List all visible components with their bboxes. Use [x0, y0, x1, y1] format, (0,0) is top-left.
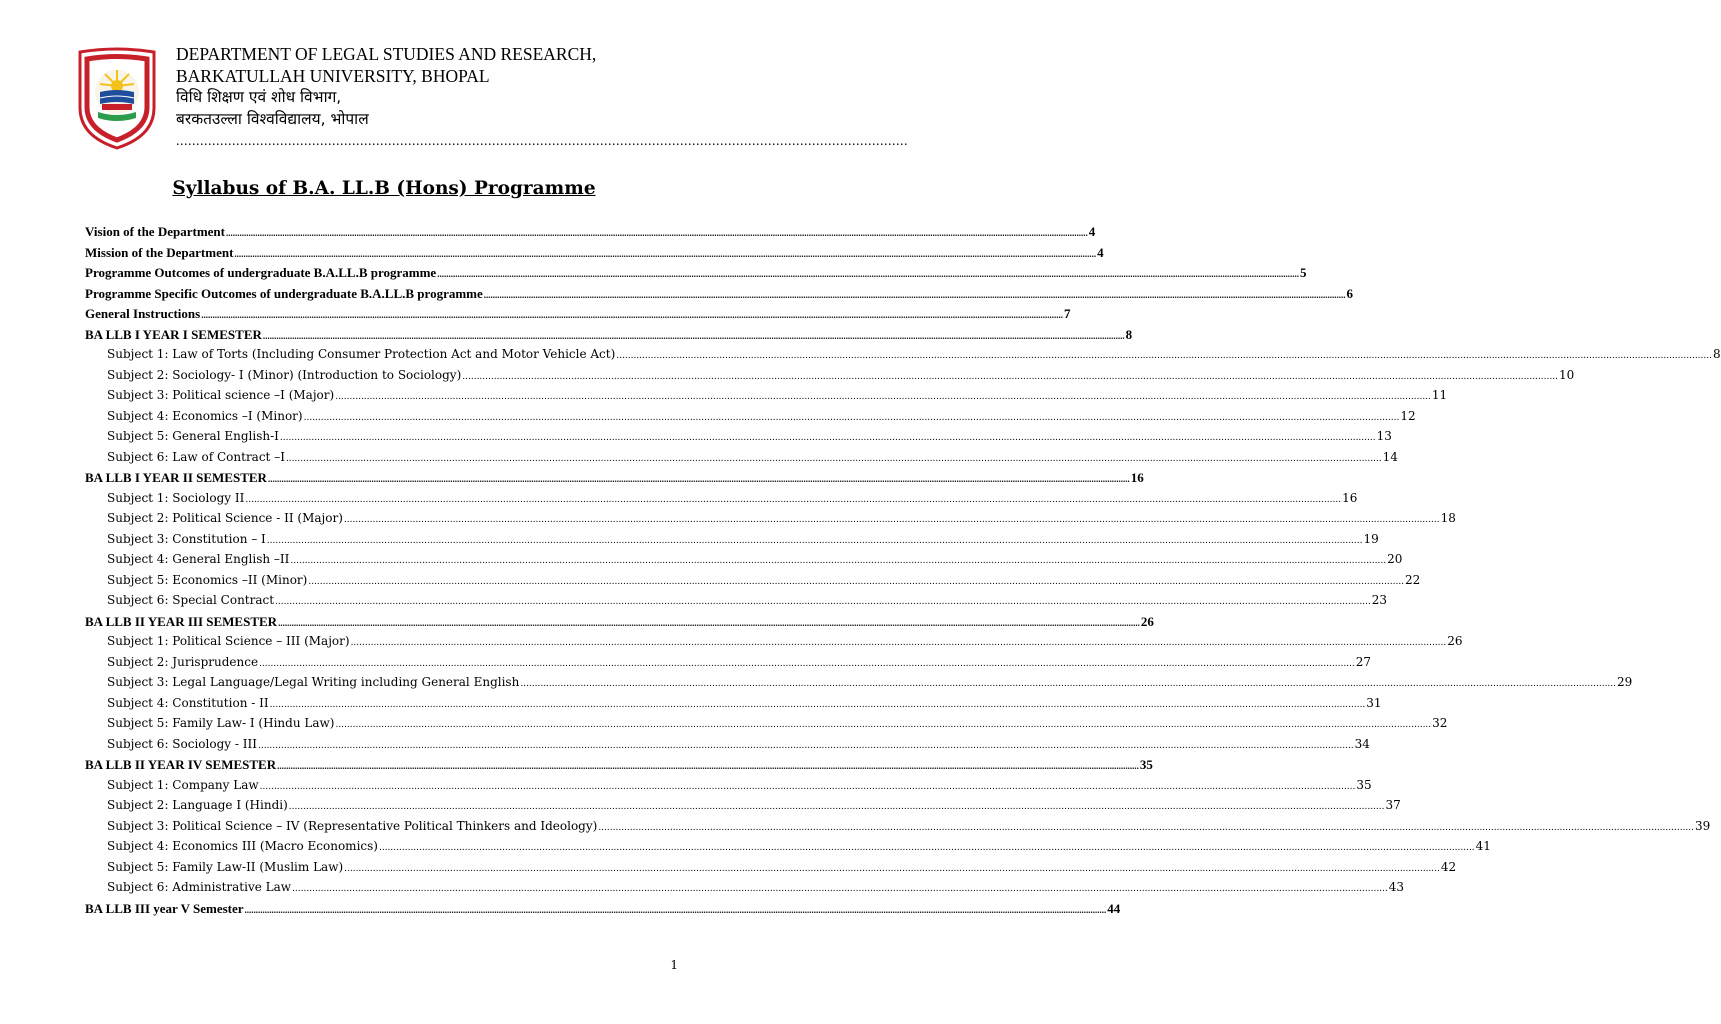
toc-entry-label: BA LLB I YEAR I SEMESTER: [85, 326, 262, 342]
toc-entry-label: Subject 6: Sociology - III: [107, 736, 257, 751]
toc-page-number: 44: [1107, 900, 1121, 916]
toc-page-number: 42: [1440, 859, 1457, 874]
toc-entry-label: BA LLB III year V Semester: [85, 900, 244, 916]
toc-page-number: 11: [1431, 388, 1448, 402]
toc-entry-label: Subject 5: General English-I: [107, 429, 279, 443]
toc-entry-label: Subject 5: Economics –II (Minor): [107, 572, 308, 587]
toc-subject-row[interactable]: [85, 429, 1392, 450]
toc-dot-leader: [351, 634, 1447, 648]
toc-entry-label: Subject 5: Family Law-II (Muslim Law): [107, 859, 344, 874]
toc-dot-leader: [484, 286, 1346, 302]
toc-page-number: 13: [1376, 429, 1392, 443]
toc-dot-leader: [290, 552, 1386, 566]
toc-page-number: 22: [1405, 572, 1421, 587]
toc-entry-label: Subject 2: Language I (Hindi): [107, 798, 288, 812]
toc-dot-leader: [245, 901, 1107, 917]
toc-page-number: 10: [1558, 367, 1575, 382]
toc-entry-label: Subject 6: Law of Contract –I: [107, 449, 285, 464]
toc-dot-leader: [278, 614, 1140, 630]
toc-page-number: 16: [1130, 470, 1144, 485]
header-line-4: बरकतउल्ला विश्वविद्यालय, भोपाल: [176, 109, 369, 128]
toc-page-number: 4: [1097, 244, 1104, 260]
toc-dot-leader: [267, 532, 1363, 546]
toc-subject-row[interactable]: [85, 880, 1405, 901]
toc-dot-leader: [268, 470, 1130, 486]
toc-subject-row[interactable]: [85, 798, 1401, 819]
header-dotted-rule: .......................................................................................................................................................................................: [176, 134, 908, 149]
toc-page-number: 35: [1356, 777, 1372, 792]
toc-subject-row[interactable]: [85, 839, 1491, 860]
toc-dot-leader: [520, 675, 1616, 689]
toc-page-number: 37: [1385, 798, 1401, 812]
toc-page-number: 19: [1363, 531, 1379, 546]
toc-entry-label: Subject 4: Economics III (Macro Economics): [107, 839, 378, 853]
toc-subject-row[interactable]: [85, 736, 1370, 758]
header-line-1: DEPARTMENT OF LEGAL STUDIES AND RESEARCH,: [176, 44, 597, 64]
toc-subject-row[interactable]: [85, 859, 1457, 881]
toc-dot-leader: [462, 368, 1558, 382]
toc-section-row[interactable]: [85, 326, 1133, 348]
toc-subject-row[interactable]: [85, 347, 1721, 368]
toc-subject-row[interactable]: [85, 408, 1416, 430]
toc-entry-label: Subject 5: Family Law- I (Hindu Law): [107, 716, 335, 730]
toc-page-number: 14: [1382, 449, 1398, 464]
toc-subject-row[interactable]: [85, 593, 1388, 614]
toc-entry-label: Mission of the Department: [85, 244, 234, 260]
toc-entry-label: Programme Outcomes of undergraduate B.A.LL.B programme: [85, 265, 437, 280]
toc-subject-row[interactable]: [85, 511, 1456, 532]
toc-dot-leader: [344, 860, 1440, 874]
toc-page-number: 5: [1299, 265, 1307, 280]
toc-page-number: 23: [1371, 593, 1388, 607]
toc-section-row[interactable]: [85, 470, 1144, 491]
toc-entry-label: Subject 2: Political Science - II (Major): [107, 511, 343, 525]
toc-dot-leader: [289, 798, 1385, 812]
toc-entry-label: BA LLB II YEAR III SEMESTER: [85, 613, 278, 629]
toc-dot-leader: [286, 450, 1382, 464]
toc-dot-leader: [598, 819, 1694, 833]
toc-dot-leader: [270, 696, 1366, 710]
toc-dot-leader: [437, 265, 1299, 281]
toc-dot-leader: [259, 655, 1355, 669]
toc-page-number: 16: [1342, 490, 1358, 505]
toc-subject-row[interactable]: [85, 777, 1372, 799]
toc-subject-row[interactable]: [85, 490, 1358, 512]
toc-page-number: 35: [1139, 757, 1153, 772]
toc-subject-row[interactable]: [85, 675, 1633, 696]
toc-entry-label: Subject 6: Administrative Law: [107, 880, 292, 894]
toc-section-row[interactable]: [85, 757, 1153, 778]
toc-entry-label: Subject 3: Political Science – IV (Representative Political Thinkers and Ideology): [107, 818, 598, 833]
toc-subject-row[interactable]: [85, 695, 1382, 717]
toc-subject-row[interactable]: [85, 634, 1463, 655]
toc-dot-leader: [335, 388, 1431, 402]
toc-dot-leader: [280, 429, 1376, 443]
toc-entry-label: Subject 6: Special Contract: [107, 593, 275, 607]
toc-dot-leader: [292, 880, 1388, 894]
toc-dot-leader: [277, 757, 1139, 773]
toc-subject-row[interactable]: [85, 572, 1421, 594]
toc-page-number: 12: [1400, 408, 1416, 423]
toc-page-number: 6: [1346, 285, 1354, 301]
toc-entry-label: Subject 3: Political science –I (Major): [107, 388, 335, 402]
toc-section-row[interactable]: [85, 244, 1104, 266]
toc-subject-row[interactable]: [85, 654, 1372, 676]
toc-dot-leader: [260, 778, 1356, 792]
toc-dot-leader: [234, 245, 1096, 261]
toc-dot-leader: [263, 327, 1125, 343]
toc-dot-leader: [275, 593, 1371, 607]
toc-dot-leader: [335, 716, 1431, 730]
toc-subject-row[interactable]: [85, 552, 1403, 573]
toc-page-number: 18: [1440, 511, 1456, 525]
toc-dot-leader: [304, 409, 1400, 423]
toc-page-number: 7: [1063, 306, 1071, 321]
table-of-contents: [85, 224, 1721, 921]
toc-entry-label: Vision of the Department: [85, 224, 225, 239]
toc-entry-label: Subject 1: Political Science – III (Major): [107, 634, 350, 648]
toc-entry-label: Programme Specific Outcomes of undergraduate B.A.LL.B programme: [85, 285, 483, 301]
toc-page-number: 26: [1447, 634, 1463, 648]
toc-entry-label: Subject 3: Constitution – I: [107, 531, 266, 546]
page-title: Syllabus of B.A. LL.B (Hons) Programme: [172, 178, 596, 199]
toc-dot-leader: [616, 347, 1712, 361]
toc-page-number: 31: [1366, 695, 1382, 710]
toc-entry-label: Subject 2: Jurisprudence: [107, 654, 259, 669]
toc-subject-row[interactable]: [85, 531, 1379, 553]
toc-page-number: 8: [1125, 326, 1133, 342]
toc-entry-label: Subject 2: Sociology- I (Minor) (Introduction to Sociology): [107, 367, 462, 382]
page-number: 1: [670, 958, 678, 972]
toc-page-number: 32: [1432, 716, 1448, 730]
toc-entry-label: BA LLB II YEAR IV SEMESTER: [85, 757, 277, 772]
toc-subject-row[interactable]: [85, 367, 1575, 389]
toc-entry-label: General Instructions: [85, 306, 201, 321]
department-header: [176, 44, 596, 130]
toc-subject-row[interactable]: [85, 818, 1711, 840]
toc-dot-leader: [226, 224, 1088, 240]
toc-section-row[interactable]: [85, 900, 1121, 922]
toc-entry-label: Subject 1: Sociology II: [107, 490, 245, 505]
toc-section-row[interactable]: [85, 224, 1096, 245]
toc-page-number: 20: [1387, 552, 1403, 566]
university-seal-icon: [76, 46, 158, 150]
toc-entry-label: Subject 4: General English –II: [107, 552, 290, 566]
toc-page-number: 34: [1354, 736, 1370, 751]
toc-dot-leader: [258, 737, 1354, 751]
toc-section-row[interactable]: [85, 306, 1071, 327]
toc-entry-label: BA LLB I YEAR II SEMESTER: [85, 470, 267, 485]
toc-page-number: 8: [1712, 347, 1721, 361]
toc-page-number: 27: [1355, 654, 1372, 669]
toc-entry-label: Subject 4: Economics –I (Minor): [107, 408, 303, 423]
toc-dot-leader: [344, 511, 1440, 525]
toc-dot-leader: [308, 573, 1404, 587]
toc-entry-label: Subject 1: Law of Torts (Including Consumer Protection Act and Motor Vehicle Act): [107, 347, 616, 361]
toc-section-row[interactable]: [85, 613, 1154, 635]
toc-page-number: 26: [1140, 613, 1154, 629]
university-seal-logo: [76, 46, 158, 150]
toc-page-number: 43: [1388, 880, 1405, 894]
toc-page-number: 4: [1088, 224, 1096, 239]
toc-section-row[interactable]: [85, 285, 1354, 307]
toc-subject-row[interactable]: [85, 716, 1448, 737]
toc-entry-label: Subject 4: Constitution - II: [107, 695, 269, 710]
header-line-3: विधि शिक्षण एवं शोध विभाग,: [176, 88, 342, 106]
toc-entry-label: Subject 3: Legal Language/Legal Writing including General English: [107, 675, 520, 689]
toc-dot-leader: [201, 306, 1063, 322]
toc-dot-leader: [245, 491, 1341, 505]
header-line-2: BARKATULLAH UNIVERSITY, BHOPAL: [176, 65, 490, 86]
toc-page-number: 29: [1617, 675, 1633, 689]
toc-dot-leader: [379, 839, 1475, 853]
toc-page-number: 39: [1695, 818, 1711, 833]
toc-page-number: 41: [1475, 839, 1491, 853]
toc-entry-label: Subject 1: Company Law: [107, 777, 259, 792]
toc-subject-row[interactable]: [85, 388, 1448, 409]
toc-section-row[interactable]: [85, 265, 1307, 286]
toc-subject-row[interactable]: [85, 449, 1398, 471]
